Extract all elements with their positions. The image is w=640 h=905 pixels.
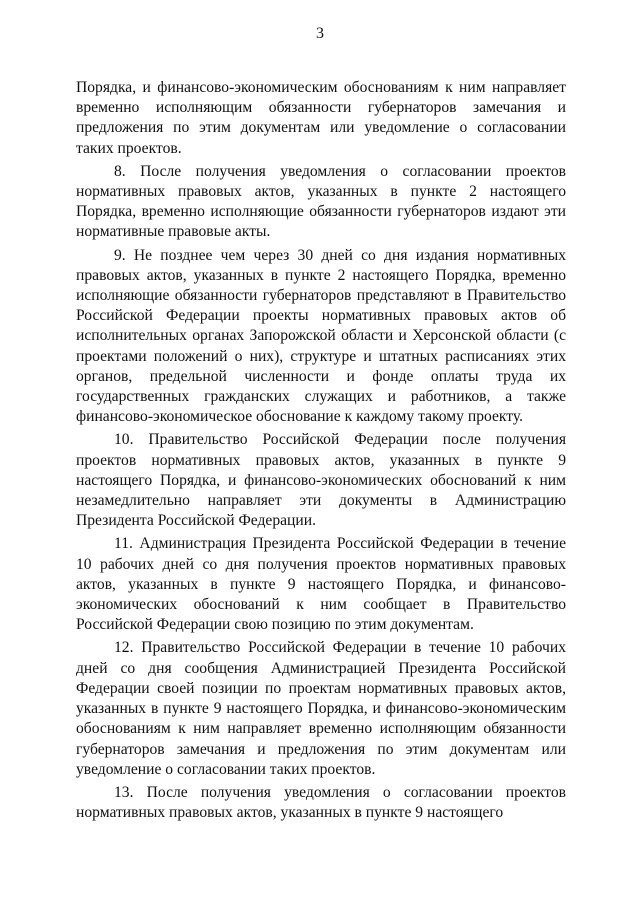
paragraph-item-10: 10. Правительство Российской Федерации после получения проектов нормативных правовых актов, указанных в пункте 9 настоящего Порядка, и финансово-экономических обоснований к ним незамедлительно направляет эти документы в Администрацию Президента Российской Федерации.	[76, 431, 566, 530]
paragraph-item-8: 8. После получения уведомления о согласовании проектов нормативных правовых актов, указанных в пункте 2 настоящего Порядка, временно исполняющие обязанности губернаторов издают эти нормативные правовые акты.	[76, 162, 566, 241]
page-number: 3	[316, 25, 324, 42]
paragraph-item-11: 11. Администрация Президента Российской Федерации в течение 10 рабочих дней со дня получения проектов нормативных правовых актов, указанных в пункте 9 настоящего Порядка, и финансово-экономических обоснований к ним сообщает в Правительство Российской Федерации свою позицию по этим документам.	[76, 535, 566, 634]
paragraph-item-9: 9. Не позднее чем через 30 дней со дня издания нормативных правовых актов, указанных в пункте 2 настоящего Порядка, временно исполняющие обязанности губернаторов представляют в Правительство Российской Федерации проекты нормативных правовых актов об исполнительных органах Запорожской области и Херсонской области (с проектами положений о них), структуре и штатных расписаниях этих органов, предельной численности и фонде оплаты труда их государственных гражданских служащих и работников, а также финансово-экономическое обоснование к каждому такому проекту.	[76, 246, 566, 426]
paragraph-item-13: 13. После получения уведомления о согласовании проектов нормативных правовых актов, указанных в пункте 9 настоящего	[76, 783, 566, 822]
paragraph-continuation: Порядка, и финансово-экономическим обоснованиям к ним направляет временно исполняющим обязанности губернаторов замечания и предложения по этим документам или уведомление о согласовании таких проектов.	[76, 79, 566, 157]
paragraph-item-12: 12. Правительство Российской Федерации в течение 10 рабочих дней со дня сообщения Администрацией Президента Российской Федерации своей позиции по проектам нормативных правовых актов, указанных в пункте 9 настоящего Порядка, и финансово-экономическим обоснованиям к ним направляет временно исполняющим обязанности губернаторов замечания и предложения по этим документам или уведомление о согласовании таких проектов.	[76, 639, 566, 778]
document-body	[76, 78, 566, 826]
